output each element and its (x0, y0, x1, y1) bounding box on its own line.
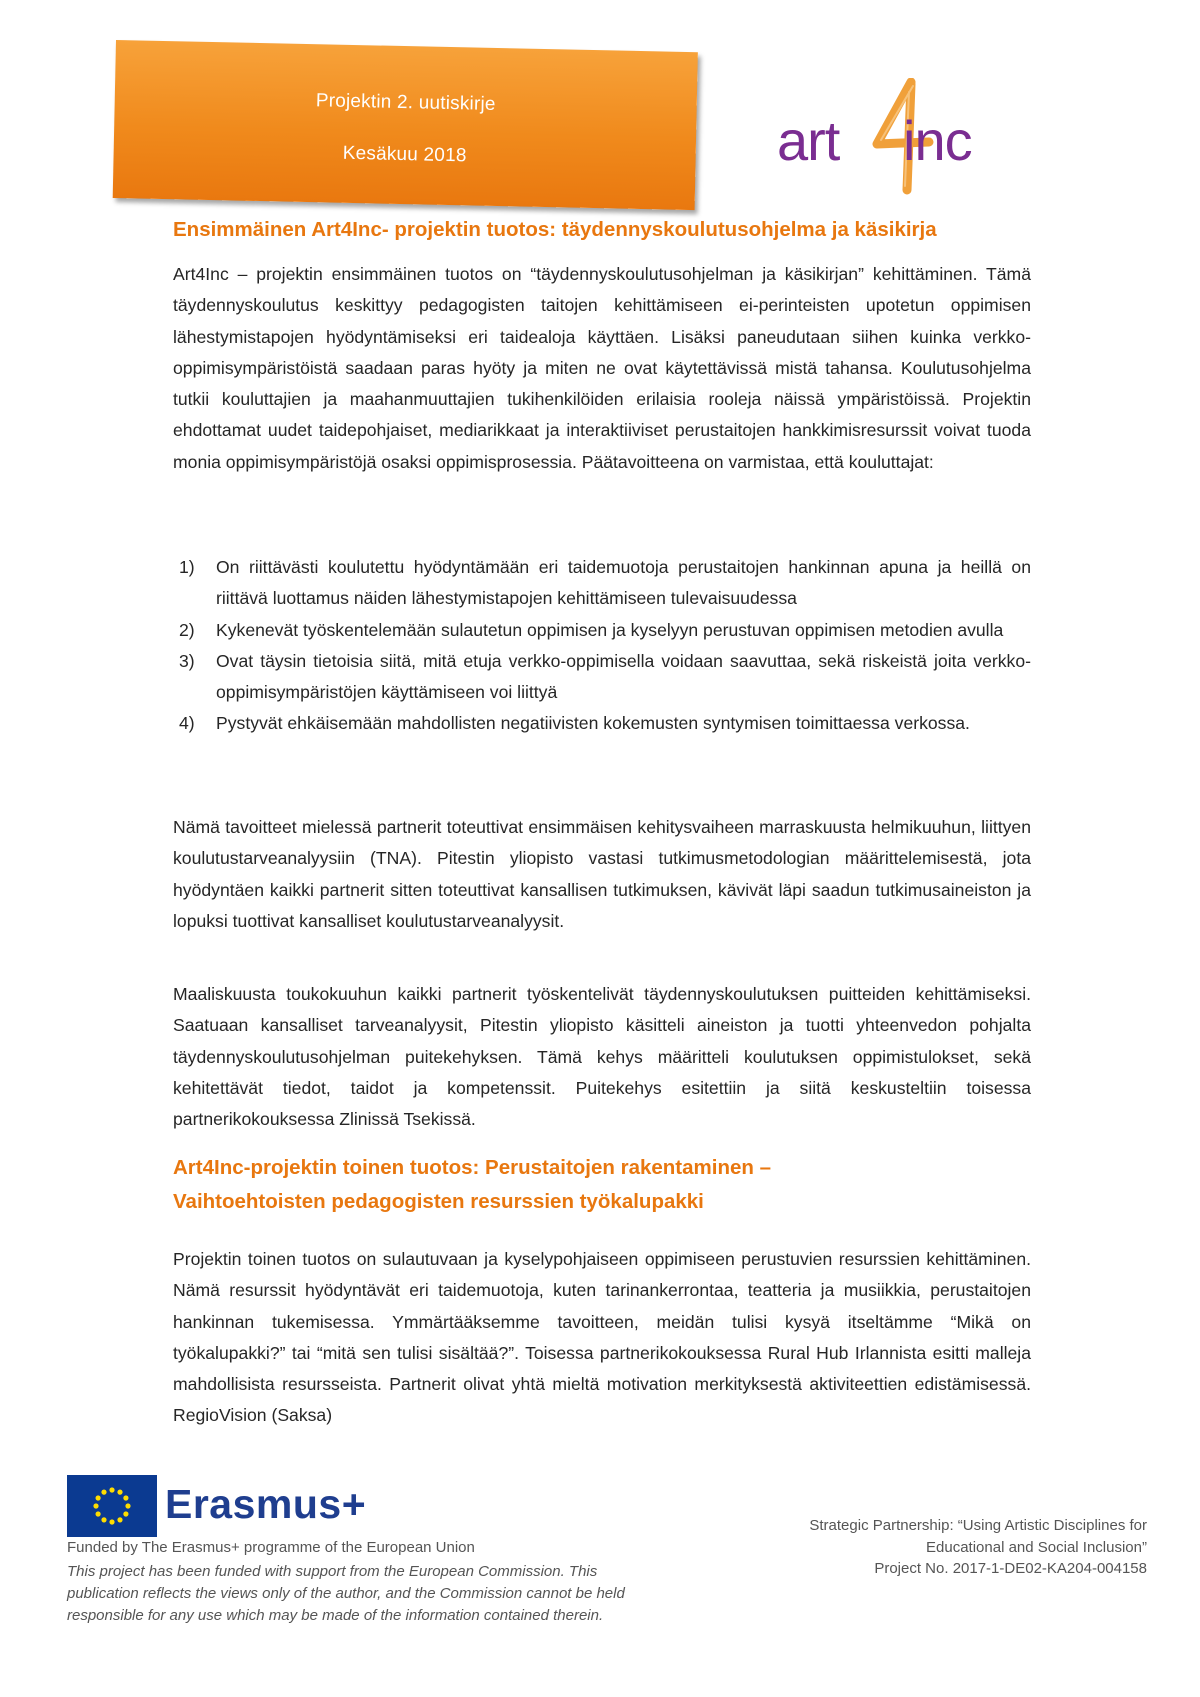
erasmus-plus-logo (67, 1475, 459, 1541)
para-tna-wrap (173, 812, 1031, 937)
section-second-output (173, 1151, 1031, 1219)
funded-by-text: Funded by The Erasmus+ programme of the European Union (67, 1539, 475, 1556)
goals-list-wrap (173, 552, 1031, 740)
logo-text-left: art (777, 109, 840, 172)
paragraph-toolkit: Projektin toinen tuotos on sulautuvaan ja kyselypohjaiseen oppimiseen perustuvien resurssien kehittäminen. Nämä resurssit hyödyntävät eri taidemuotoja, kuten tarinankerrontaa, teatteria ja musiikkia, perustaitojen hankinnan tukemisessa. Ymmärtääksemme tavoitteen, meidän tulisi kysyä itseltämme “Mikä on työkalupakki?” tai “mitä sen tulisi sisältää?”. Toisessa partnerikokouksessa Rural Hub Irlannista esitti malleja mahdollisista resursseista. Partnerit olivat yhtä mieltä motivation merkityksestä aktiviteettien edistämisessä. RegioVision (Saksa) (173, 1249, 1031, 1426)
para-framework-wrap (173, 979, 1031, 1135)
eu-stars-icon (67, 1475, 157, 1537)
banner-title: Projektin 2. uutiskirje (315, 90, 496, 115)
goal-item: 4) Pystyvät ehkäisemään mahdollisten negatiivisten kokemusten syntymisen toimittaessa verkossa. (179, 713, 970, 734)
eu-flag-icon (67, 1475, 157, 1537)
eu-disclaimer: This project has been funded with support from the European Commission. This publication reflects the views only of the author, and the Commission cannot be held responsible for any use which may be made of the information contained therein. (67, 1563, 625, 1625)
newsletter-banner (113, 40, 698, 210)
paragraph-framework: Maaliskuusta toukokuuhun kaikki partnerit työskentelivät täydennyskoulutuksen puitteiden kehittämiseksi. Saatuaan kansalliset tarveanalyysit, Pitestin yliopisto käsitteli aineiston ja tuotti yhteenvedon pohjalta täydennyskoulutusohjelman puitekehyksen. Tämä kehys määritteli koulutuksen oppimistulokset, sekä kehitettävät tiedot, taidot ja kompetenssit. Puitekehys esitettiin ja siitä keskusteltiin toisessa partnerikokouksessa Zlinissä Tsekissä. (173, 984, 1031, 1130)
goal-item: 3) Ovat täysin tietoisia siitä, mitä etuja verkko-oppimisella voidaan saavuttaa, sekä riskeistä joita verkko-oppimisympäristöjen käyttämiseen voi liittyä (179, 650, 1031, 703)
section-first-output (173, 213, 1031, 247)
partnership-info (727, 1515, 1147, 1580)
intro-paragraph: Art4Inc – projektin ensimmäinen tuotos on “täydennyskoulutusohjelman ja käsikirjan” kehittäminen. Tämä täydennyskoulutus keskittyy pedagogisten taitojen kehittämiseen ei-perinteisten upotetun oppimisen lähestymistapojen hyödyntämiseksi eri taidealoja käyttäen. Lisäksi paneudutaan siihen kuinka verkko-oppimisympäristöistä saadaan paras hyöty ja miten ne ovat käytettävissä mistä tahansa. Koulutusohjelma tutkii kouluttajien ja maahanmuuttajien tukihenkilöiden erilaisia rooleja näissä ympäristöissä. Projektin ehdottamat uudet taidepohjaiset, mediarikkaat ja interaktiiviset perustaitojen hankkimisresurssit voivat tuoda monia oppimisympäristöjä osaksi oppimisprosessia. Päätavoitteena on varmistaa, että kouluttajat: (173, 264, 1031, 472)
partnership-line1: Strategic Partnership: “Using Artistic Disciplines for (809, 1517, 1147, 1534)
erasmus-plus-wordmark: Erasmus+ (165, 1481, 367, 1527)
section-heading-line2: Vaihtoehtoisten pedagogisten resurssien työkalupakki (173, 1190, 704, 1213)
banner-date: Kesäkuu 2018 (342, 142, 467, 167)
project-number: Project No. 2017-1-DE02-KA204-004158 (874, 1560, 1147, 1577)
goal-item: 2) Kykenevät työskentelemään sulautetun oppimisen ja kyselyyn perustuvan oppimisen metodien avulla (179, 619, 1004, 640)
paragraph-tna: Nämä tavoitteet mielessä partnerit toteuttivat ensimmäisen kehitysvaiheen marraskuusta helmikuuhun, liittyen koulutustarveanalyysiin (TNA). Pitestin yliopisto vastasi tutkimusmetodologian määrittelemisestä, jota hyödyntäen kaikki partnerit sitten toteuttivat kansallisen tutkimuksen, kävivät läpi saadun tutkimusaineiston ja lopuksi tuottivat kansalliset koulutustarveanalyysit. (173, 817, 1031, 931)
art4inc-logo (775, 78, 1015, 198)
section-heading-line1: Art4Inc-projektin toinen tuotos: Perustaitojen rakentaminen – (173, 1156, 772, 1179)
logo-text-right: inc (903, 109, 972, 172)
partnership-line2: Educational and Social Inclusion” (926, 1538, 1147, 1556)
goal-item: 1) On riittävästi koulutettu hyödyntämään eri taidemuotoja perustaitojen hankinnan apuna ja heillä on riittävä luottamus näiden lähestymistapojen kehittämiseen tulevaisuudessa (179, 557, 1031, 609)
section-first-output-body (173, 259, 1031, 478)
goals-list (173, 552, 1031, 740)
section-heading: Ensimmäinen Art4Inc- projektin tuotos: täydennyskoulutusohjelma ja käsikirja (173, 218, 937, 241)
section-second-output-body (173, 1244, 1031, 1432)
